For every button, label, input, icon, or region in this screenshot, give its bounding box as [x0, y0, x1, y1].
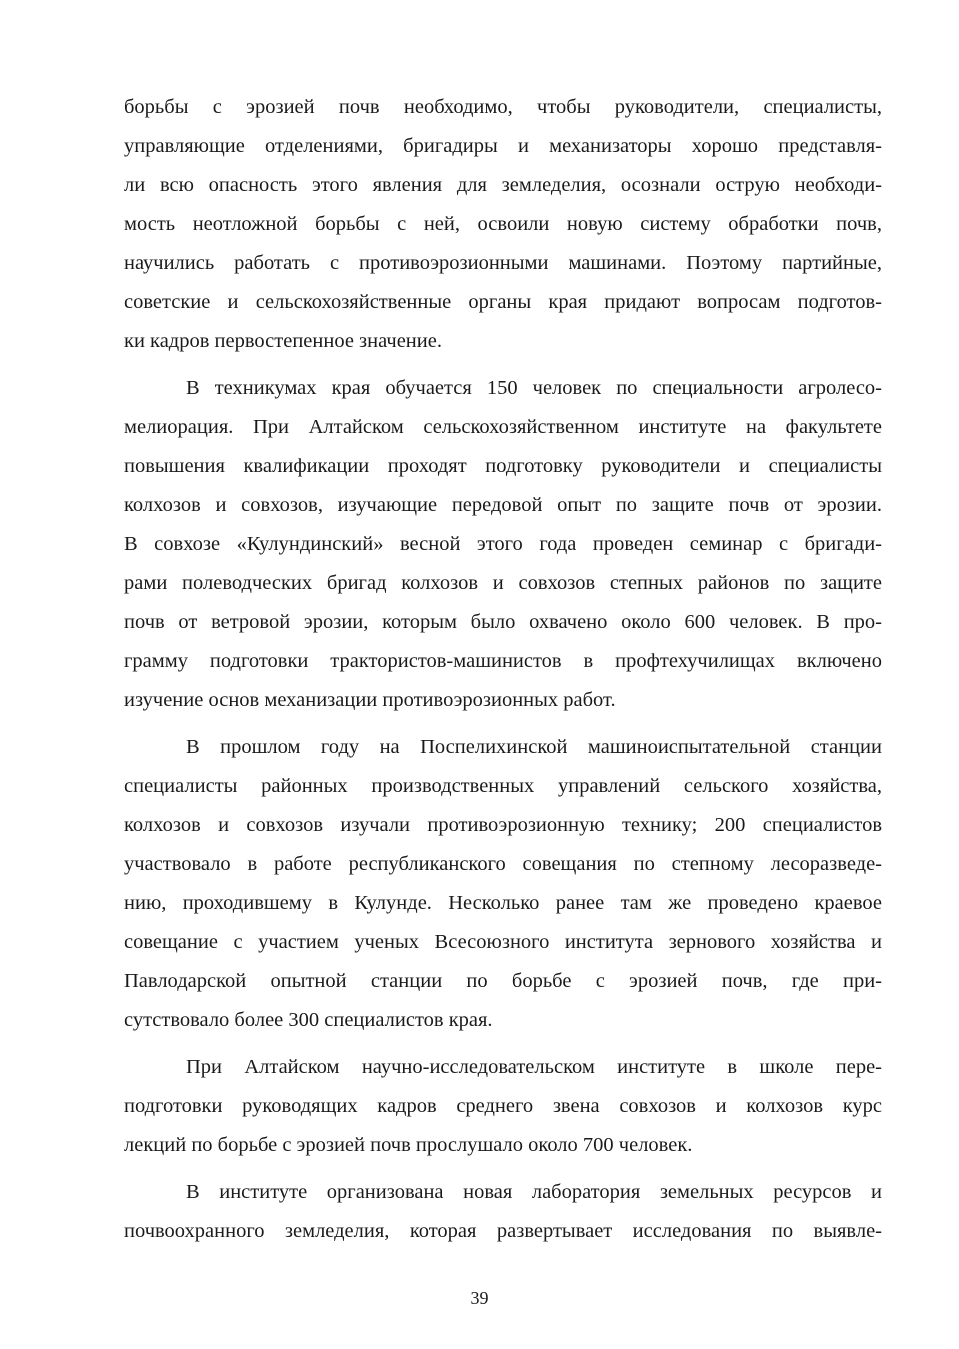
page-number: 39 [470, 1288, 489, 1308]
text-line: почвоохранного земледелия, которая развертывает исследования по выявле- [124, 1220, 882, 1242]
text-line: почв от ветровой эрозии, которым было охвачено около 600 человек. В про- [124, 611, 882, 633]
text-line: грамму подготовки трактористов-машинистов в профтехучилищах включено [124, 650, 882, 672]
paragraph [124, 369, 882, 720]
text-line: В совхозе «Кулундинский» весной этого года проведен семинар с бригади- [124, 533, 882, 555]
text-line: ли всю опасность этого явления для земледелия, осознали острую необходи- [124, 174, 882, 196]
text-line: ки кадров первостепенное значение. [124, 330, 442, 352]
text-line: колхозов и совхозов, изучающие передовой опыт по защите почв от эрозии. [124, 494, 882, 516]
text-line: При Алтайском научно-исследовательском институте в школе пере- [186, 1056, 882, 1078]
text-line: повышения квалификации проходят подготовку руководители и специалисты [124, 455, 882, 477]
text-line: В прошлом году на Поспелихинской машиноиспытательной станции [186, 736, 882, 758]
text-line: лекций по борьбе с эрозией почв прослушало около 700 человек. [124, 1134, 693, 1156]
body-text [124, 88, 882, 1251]
text-line: рами полеводческих бригад колхозов и совхозов степных районов по защите [124, 572, 882, 594]
text-line: подготовки руководящих кадров среднего звена совхозов и колхозов курс [124, 1095, 882, 1117]
text-line: управляющие отделениями, бригадиры и механизаторы хорошо представля- [124, 135, 882, 157]
text-line: научились работать с противоэрозионными машинами. Поэтому партийные, [124, 252, 882, 274]
paragraph [124, 1048, 882, 1165]
text-line: мость неотложной борьбы с ней, освоили новую систему обработки почв, [124, 213, 882, 235]
text-line: специалисты районных производственных управлений сельского хозяйства, [124, 775, 882, 797]
paragraph [124, 1173, 882, 1251]
paragraph [124, 88, 882, 361]
text-line: борьбы с эрозией почв необходимо, чтобы руководители, специалисты, [124, 96, 882, 118]
text-line: сутствовало более 300 специалистов края. [124, 1009, 493, 1031]
paragraph [124, 728, 882, 1040]
text-line: колхозов и совхозов изучали противоэрозионную технику; 200 специалистов [124, 814, 882, 836]
text-line: советские и сельскохозяйственные органы края придают вопросам подготов- [124, 291, 882, 313]
text-line: совещание с участием ученых Всесоюзного института зернового хозяйства и [124, 931, 882, 953]
text-line: В техникумах края обучается 150 человек по специальности агролесо- [186, 377, 882, 399]
text-line: участвовало в работе республиканского совещания по степному лесоразведе- [124, 853, 882, 875]
text-line: мелиорация. При Алтайском сельскохозяйственном институте на факультете [124, 416, 882, 438]
text-line: нию, проходившему в Кулунде. Несколько ранее там же проведено краевое [124, 892, 882, 914]
text-line: В институте организована новая лаборатория земельных ресурсов и [186, 1181, 882, 1203]
text-line: Павлодарской опытной станции по борьбе с эрозией почв, где при- [124, 970, 882, 992]
text-line: изучение основ механизации противоэрозионных работ. [124, 689, 616, 711]
